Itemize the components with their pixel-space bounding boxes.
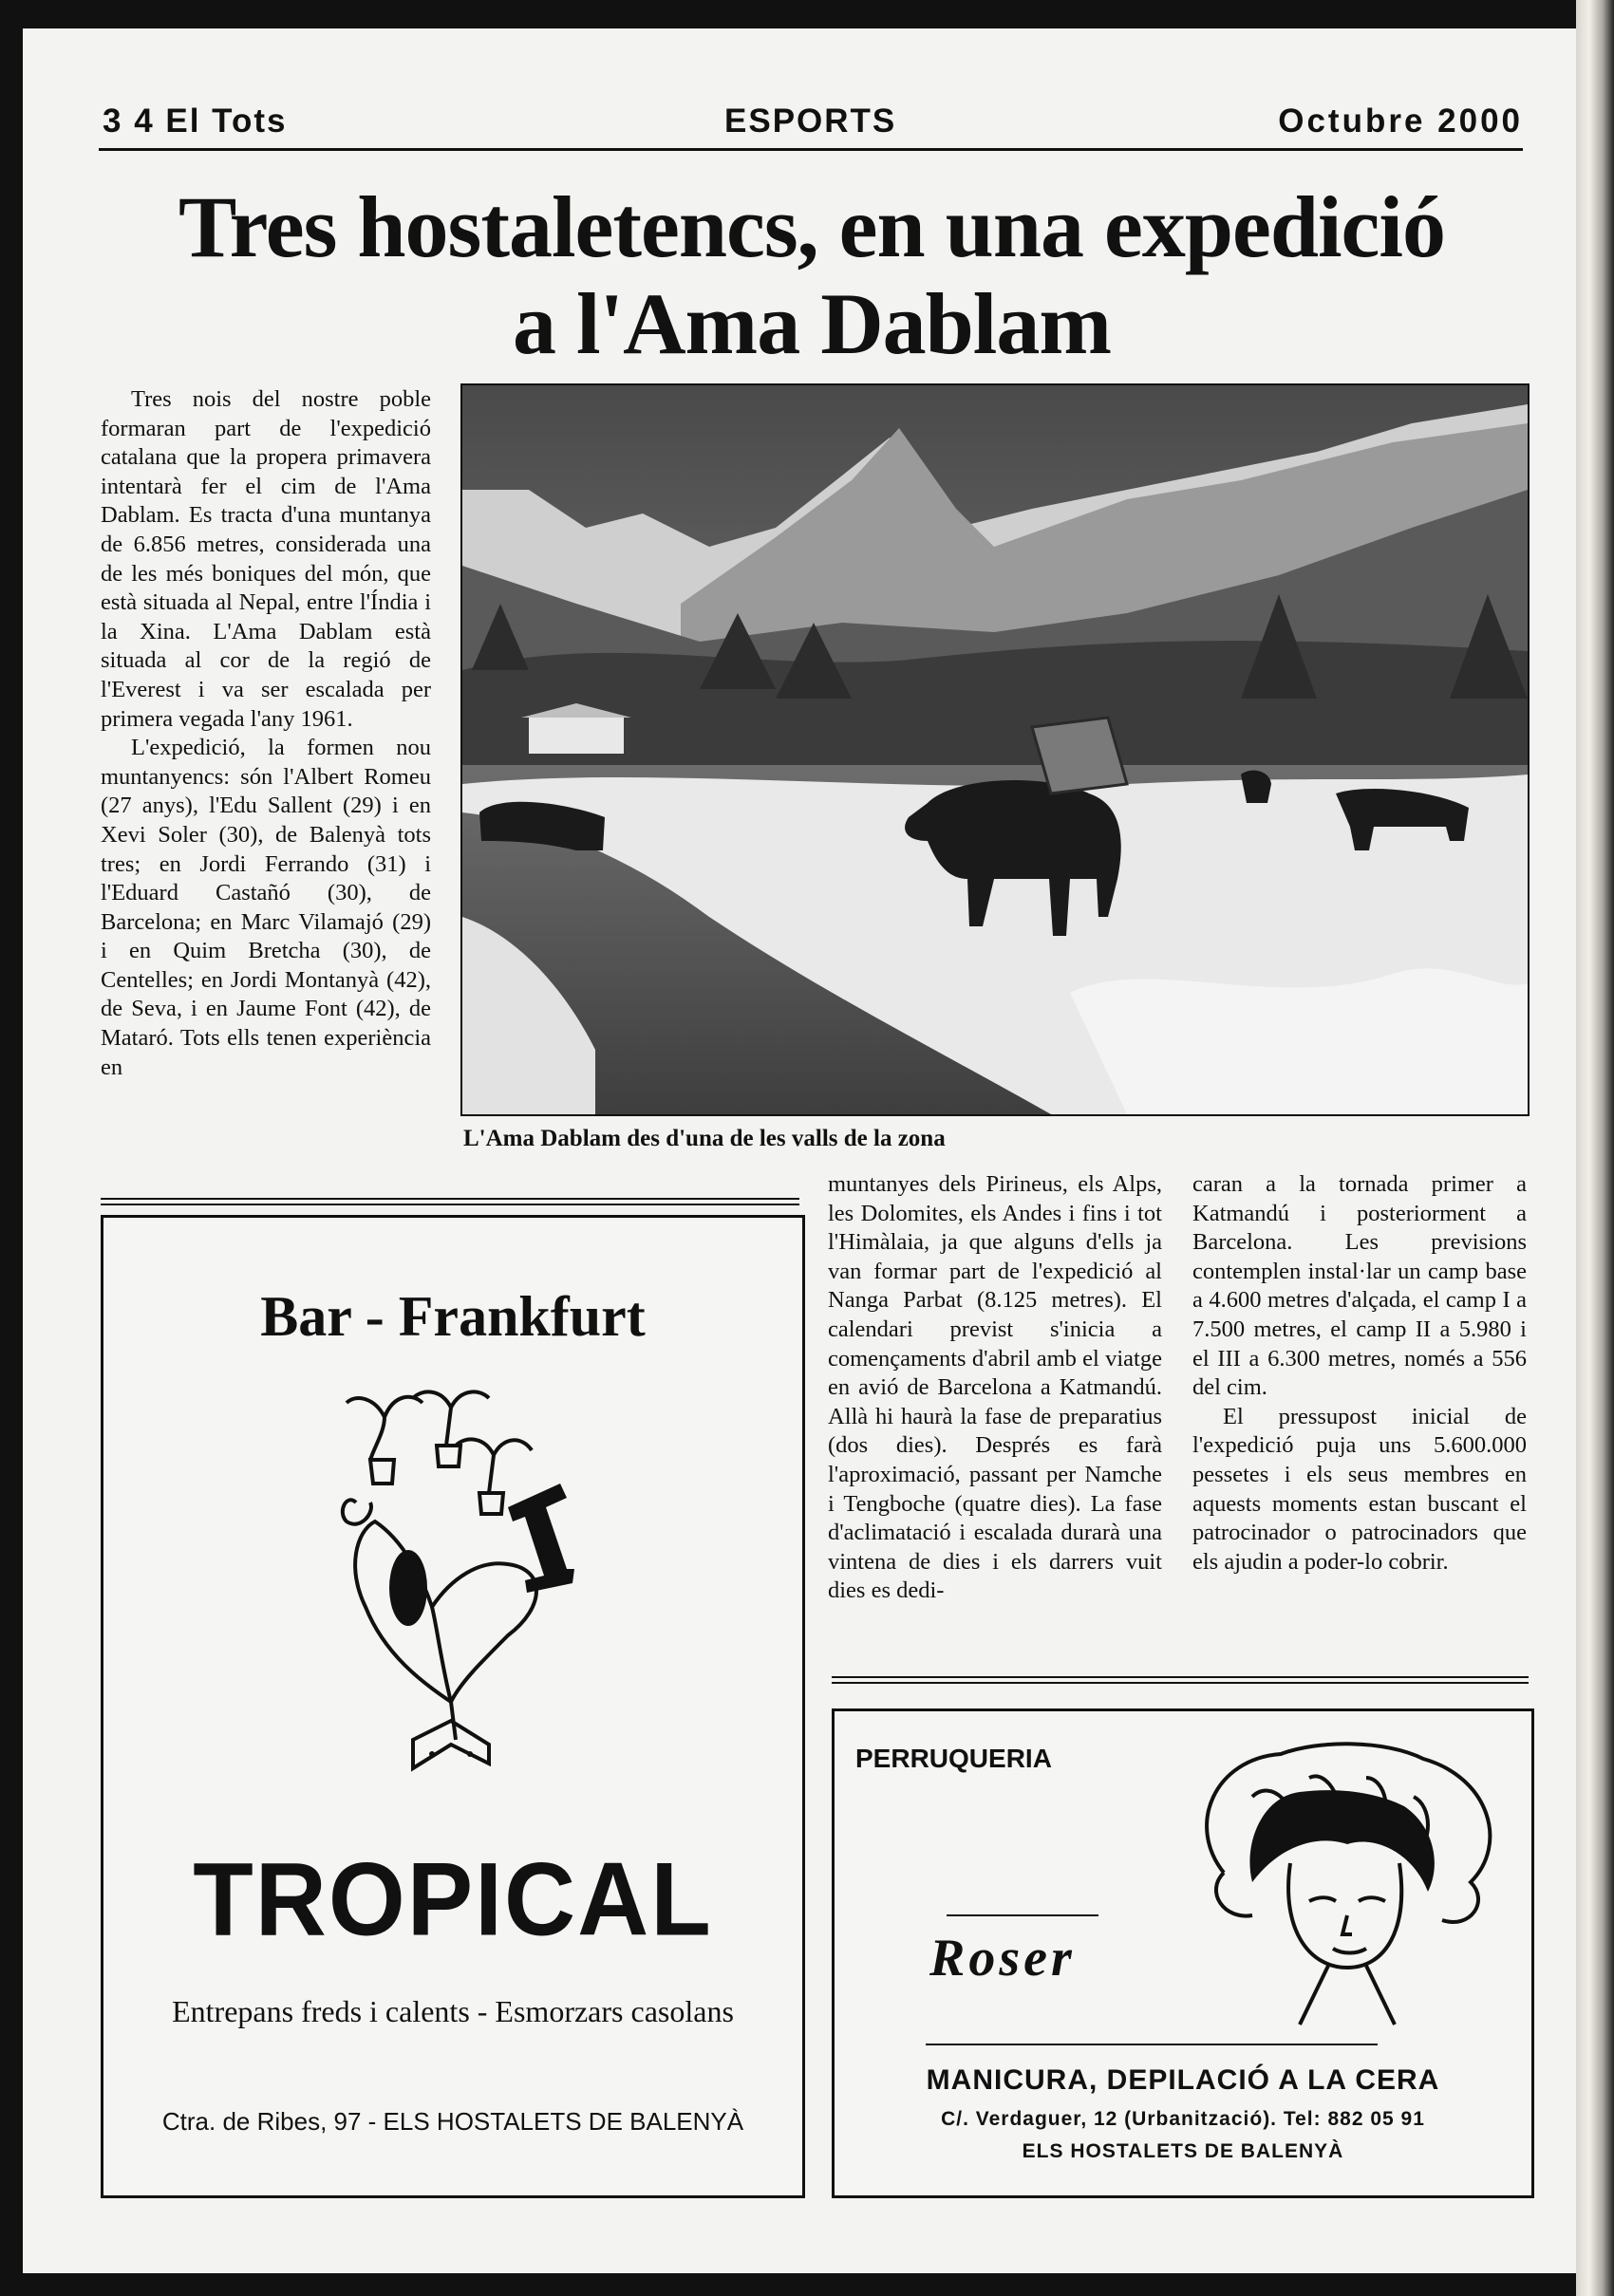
section-name: ESPORTS [724, 103, 897, 140]
ad-separator-rule [832, 1676, 1529, 1678]
ad-address: Ctra. de Ribes, 97 - ELS HOSTALETS DE BALENYÀ [161, 2107, 744, 2136]
ad-city: ELS HOSTALETS DE BALENYÀ [1022, 2140, 1344, 2162]
perruqueria-roser-advertisement [832, 1708, 1534, 2198]
bar-frankfurt-advertisement [101, 1215, 805, 2198]
decorative-line [947, 1914, 1098, 1916]
article-photo [460, 383, 1530, 1116]
woman-portrait-illustration-icon [1186, 1740, 1509, 2034]
article-paragraph: L'expedició, la formen nou muntanyencs: són l'Albert Romeu (27 anys), l'Edu Sallent (29) i en Xevi Soler (30), de Balenyà tots tres; en Jordi Ferrando (31) i l'Eduard Castañó (30), de Barcelona; en Marc Vilamajó (29) i en Quim Bretcha (30), de Centelles; en Jordi Montanyà (42), de Seva, i en Jaume Font (42), de Mataró. Tots ells tenen experiència en [101, 735, 431, 1080]
ad-separator-rule [832, 1682, 1529, 1684]
article-column-2 [828, 1170, 1162, 1606]
photo-caption: L'Ama Dablam des d'una de les valls de la zona [463, 1126, 946, 1151]
ad-salon-name: Roser [929, 1929, 1076, 1988]
ad-address: C/. Verdaguer, 12 (Urbanització). Tel: 882 05 91 [941, 2108, 1425, 2130]
palm-heart-bowtie-logo-icon [318, 1379, 584, 1797]
decorative-line [926, 2044, 1378, 2045]
article-paragraph: muntanyes dels Pirineus, els Alps, les Dolomites, els Andes i fins i tot l'Himàlaia, ja que alguns d'ells ja van formar part de l'expedició al Nanga Parbat (8.125 metres). El calendari previst s'inicia a començaments d'abril amb el viatge en avió de Barcelona a Katmandú. Allà hi haurà la fase de preparatius (dos dies). Després es farà l'aproximació, passant per Namche i Tengboche (quatre dies). La fase d'aclimatació i escalada durarà una vintena de dies i els darrers vuit dies es dedi- [828, 1171, 1162, 1604]
article-column-3 [1192, 1170, 1527, 1577]
ad-business-type: PERRUQUERIA [855, 1744, 1052, 1773]
ad-separator-rule [101, 1198, 799, 1200]
mountain-valley-image [462, 385, 1528, 1114]
ad-brand-name: TROPICAL [193, 1842, 713, 1958]
ad-separator-rule [101, 1204, 799, 1205]
ad-tagline: Entrepans freds i calents - Esmorzars casolans [172, 1994, 734, 2028]
article-column-1 [101, 385, 431, 1082]
article-paragraph: caran a la tornada primer a Katmandú i posteriorment a Barcelona. Les previsions contemplen instal·lar un camp base a 4.600 metres d'alçada, el camp I a 7.500 metres, el camp II a 5.980 i el III a 6.300 metres, només a 556 del cim. [1192, 1171, 1527, 1401]
page-header [103, 87, 1523, 148]
page-number-publication: 3 4 El Tots [103, 103, 288, 140]
ad-business-name: Bar - Frankfurt [260, 1285, 646, 1348]
header-rule [99, 148, 1523, 151]
binding-edge [1576, 0, 1614, 2296]
headline-line-2: a l'Ama Dablam [513, 275, 1111, 372]
article-paragraph: El pressupost inicial de l'expedició puja uns 5.600.000 pessetes i els seus membres en aquests moments estan buscant el patrocinador o patrocinadors que els ajudin a poder-lo cobrir. [1192, 1403, 1527, 1575]
article-paragraph: Tres nois del nostre poble formaran part de l'expedició catalana que la propera primavera intentarà fer el cim de l'Ama Dablam. Es tracta d'una muntanya de 6.856 metres, considerada una de les més boniques del món, que està situada al Nepal, entre l'Índia i la Xina. L'Ama Dablam està situada al cor de la regió de l'Everest i va ser escalada per primera vegada l'any 1961. [101, 386, 431, 732]
issue-date: Octubre 2000 [1278, 103, 1523, 140]
article-headline [85, 178, 1538, 372]
headline-line-1: Tres hostaletencs, en una expedició [178, 178, 1445, 275]
ad-services: MANICURA, DEPILACIÓ A LA CERA [926, 2064, 1440, 2096]
